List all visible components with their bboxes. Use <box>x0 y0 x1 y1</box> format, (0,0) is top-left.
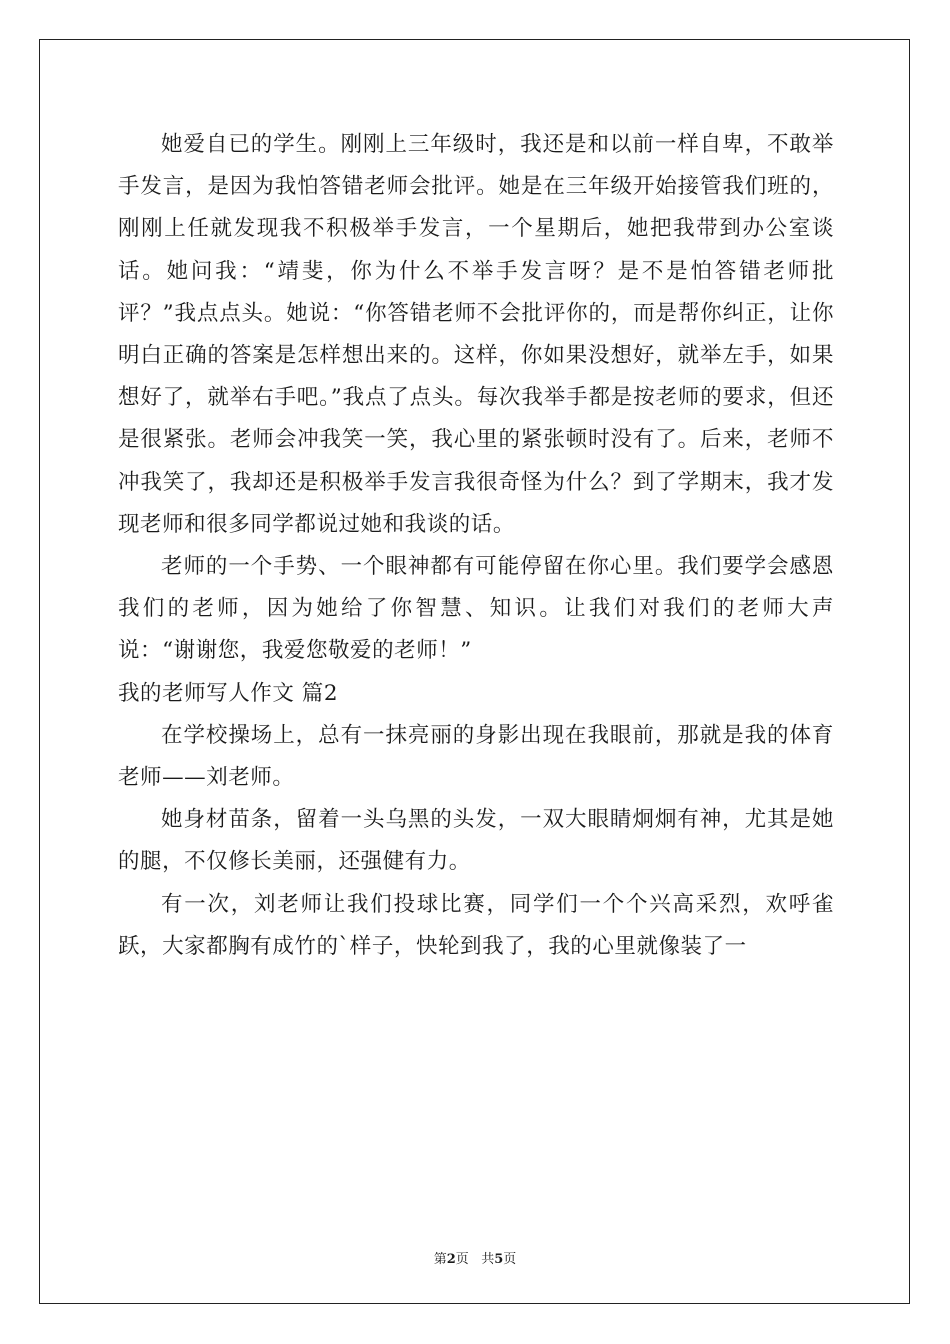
footer-page-prefix: 第 <box>433 1252 447 1267</box>
paragraph-5: 有一次，刘老师让我们投球比赛，同学们一个个兴高采烈，欢呼雀跃，大家都胸有成竹的`样子，快轮到我了，我的心里就像装了一 <box>118 891 834 959</box>
section-heading: 我的老师写人作文 篇2 <box>118 680 339 706</box>
paragraph-1: 她爱自已的学生。刚刚上三年级时，我还是和以前一样自卑，不敢举手发言，是因为我怕答错老师会批评。她是在三年级开始接管我们班的，刚刚上任就发现我不积极举手发言，一个星期后，她把我带到办公室谈话。她问我：“靖斐，你为什么不举手发言呀？是不是怕答错老师批评？”我点点头。她说：“你答错老师不会批评你的，而是帮你纠正，让你明白正确的答案是怎样想出来的。这样，你如果没想好，就举左手，如果想好了，就举右手吧。”我点了点头。每次我举手都是按老师的要求，但还是很紧张。老师会冲我笑一笑，我心里的紧张顿时没有了。后来，老师不冲我笑了，我却还是积极举手发言我很奇怪为什么？到了学期末，我才发现老师和很多同学都说过她和我谈的话。 <box>118 132 834 537</box>
footer-total-prefix: 共 <box>481 1252 495 1267</box>
footer-page-suffix: 页 <box>455 1252 469 1267</box>
paragraph-2: 老师的一个手势、一个眼神都有可能停留在你心里。我们要学会感恩我们的老师，因为她给了你智慧、知识。让我们对我们的老师大声说：“谢谢您，我爱您敬爱的老师！” <box>118 554 834 664</box>
footer-total-suffix: 页 <box>503 1252 517 1267</box>
footer-page-number: 2 <box>446 1252 456 1267</box>
page-footer <box>0 1248 950 1267</box>
footer-total-pages: 5 <box>494 1252 504 1267</box>
document-body <box>118 124 834 968</box>
paragraph-4: 她身材苗条，留着一头乌黑的头发，一双大眼睛炯炯有神，尤其是她的腿，不仅修长美丽，还强健有力。 <box>118 807 834 875</box>
paragraph-3: 在学校操场上，总有一抹亮丽的身影出现在我眼前，那就是我的体育老师——刘老师。 <box>118 722 834 791</box>
